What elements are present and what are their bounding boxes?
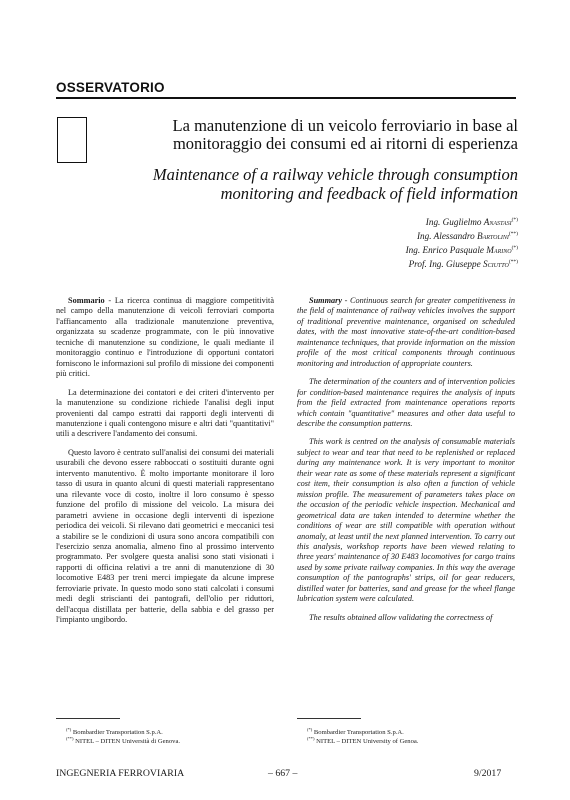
footnote: (*) Bombardier Transportation S.p.A. [66,727,163,737]
decorative-box [57,117,87,163]
paragraph: Questo lavoro è centrato sull'analisi dei consumi dei materiali usurabili che devono essere rabboccati o sostituiti durante ogni intervento manutentivo. È molto importante monitorare il loro tasso di usura in quanto alcuni di questi materiali rappresentano una rilevante voce di costo, inoltre il loro consumo è spesso funzione del profilo di missione del veicolo. La misura dei parametri avviene in occasione degli interventi di ispezione periodica dei veicoli. Si rilevano dati geometrici e meccanici tesi a stabilire se le condizioni di usura sono ancora compatibili con l'esercizio senza anomalia, almeno fino al prossimo intervento programmato. Per svolgere questa analisi sono stati visionati i rapporti di officina relativi a tre anni di manutenzione di 30 locomotive E483 per treni merci impiegate da alcune imprese ferroviarie private. In questo modo sono stati calcolati i consumi medi degli striscianti dei pantografi, dell'olio per riduttori, dell'acqua distillata per batterie, della sabbia e del grasso per l'impianto ungibordo. [56,447,274,625]
title-italian: La manutenzione di un veicolo ferroviario in base al monitoraggio dei consumi ed ai ritorni di esperienza [172,116,518,153]
author: Ing. Alessandro Bartolini(**) [416,231,518,242]
abstract-lead: Summary [309,296,343,305]
author-list [406,214,518,270]
footnote: (*) Bombardier Transportation S.p.A. [307,727,404,737]
author: Prof. Ing. Giuseppe Sciutto(**) [408,259,518,270]
paragraph: The determination of the counters and of intervention policies for condition-based maintenance requires the analysis of inputs from the field extracted from maintenance operations reports which contain "quantitative" measures and other data useful to describe the consumption patterns. [297,377,515,428]
footnote: (**) NITEL – DITEN Università di Genova. [66,736,181,746]
page-number: – 667 – [268,768,298,779]
paragraph: This work is centred on the analysis of consumable materials subject to wear and tear that need to be replenished or replaced during any maintenance work. It is very important to monitor their wear rate as some of these materials represent a significant cost item, their consumption is also often a function of vehicle mission profile. The measurement of parameters takes place on the occasion of the periodic vehicle inspection. Mechanical and geometrical data are taken intended to determine whether the conditions of wear are still compatible with operation without anomaly, at least until the next planned intervention. To carry out this analysis, workshop reports have been viewed relating to three years' maintenance of 30 E483 locomotives for cargo trains used by some private railway companies. In this way the average consumption of the pantographs' strips, oil for gear reducers, distilled water for batteries, sand and grease for the wheel flange lubrication system were calculated. [297,437,515,604]
paragraph: Sommario - La ricerca continua di maggiore competitività nel campo della manutenzione di veicoli ferroviari comporta l'affiancamento alla tradizionale manutenzione preventiva, organizzata su scadenze programmate, con le più innovative tecniche di manutenzione su condizione, le quali mediante il monitoraggio continuo e l'introduzione di opportuni contatori forniscono le informazioni sul profilo di missione dei componenti più critici. [56,296,274,379]
issue-number: 9/2017 [474,768,502,779]
paragraph: La determinazione dei contatori e dei criteri d'intervento per la manutenzione su condizione richiede l'analisi degli input provenienti dal campo estratti dai rapporti degli interventi di manutenzione i quali contengono misure e altri dati "quantitativi" utili a descrivere l'andamento dei consumi. [56,387,274,439]
footnote-rule [297,718,361,719]
author: Ing. Enrico Pasquale Marino(*) [405,245,518,256]
abstract-italian [56,296,274,634]
footnote: (**) NITEL – DITEN University of Genoa. [307,736,419,746]
abstract-lead: Sommario [68,296,105,305]
paragraph: The results obtained allow validating the correctness of [309,612,493,622]
paragraph: Summary - Continuous search for greater competitiveness in the field of maintenance of railway vehicles involves the support of traditional preventive maintenance, organised on scheduled dates, with the most innovative state-of-the-art condition-based maintenance techniques, that provide information on the mission profile of the most critical components through continuous monitoring and introduction of appropriate counters. [297,296,515,368]
title-english: Maintenance of a railway vehicle through consumption monitoring and feedback of field information [152,165,518,203]
footnote-rule [56,718,120,719]
section-label: OSSERVATORIO [56,80,165,95]
journal-name: INGEGNERIA FERROVIARIA [56,768,185,779]
abstract-english [297,296,515,631]
section-rule [56,97,516,99]
author: Ing. Guglielmo Anastasi(*) [425,217,518,228]
